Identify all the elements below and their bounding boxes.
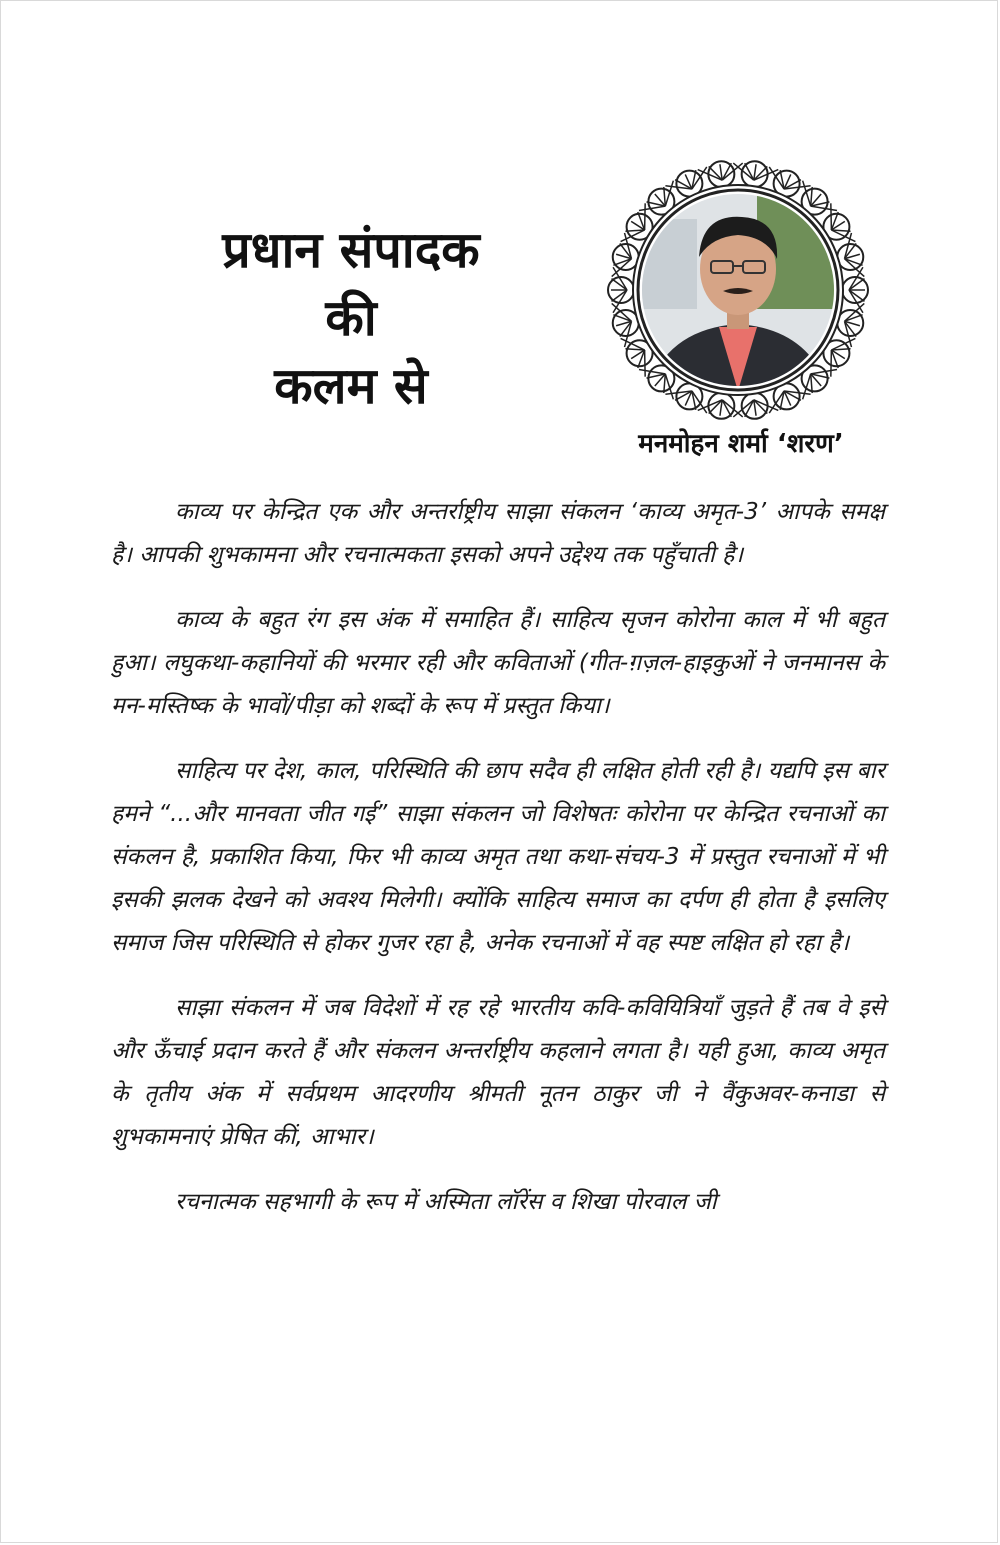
frame-petal-stroke (831, 350, 832, 377)
paragraph-4: साझा संकलन में जब विदेशों में रह रहे भारतीय कवि-कवियित्रियाँ जुड़ते हैं तब वे इसे और ऊँचाई प्रदान करते हैं और संकलन अन्तर्राष्ट्रीय कहलाने लगता है। यही हुआ, काव्य अमृत के तृतीय अंक में सर्वप्रथम आदरणीय श्रीमती नूतन ठाकुर जी ने वैंकुअवर-कनाडा से शुभकामनाएं प्रेषित कीं, आभार। (111, 995, 885, 1150)
author-portrait (607, 159, 869, 421)
body-text (111, 491, 885, 1246)
ornamental-frame-icon (607, 159, 869, 421)
frame-petal-stroke (831, 203, 832, 230)
paragraph-3: साहित्य पर देश, काल, परिस्थिति की छाप सदैव ही लक्षित होती रही है। यद्यपि इस बार हमने “...और मानवता जीत गई” साझा संकलन जो विशेषतः कोरोना पर केन्द्रित रचनाओं का संकलन है, प्रकाशित किया, फिर भी काव्य अमृत तथा कथा-संचय-3 में प्रस्तुत रचनाओं में भी इसकी झलक देखने को अवश्य मिलेगी। क्योंकि साहित्य समाज का दर्पण ही होता है इसलिए समाज जिस परिस्थिति से होकर गुजर रहा है, अनेक रचनाओं में वह स्पष्ट लक्षित हो रहा है। (111, 758, 885, 956)
title-line-3: कलम से (274, 357, 428, 415)
frame-petal-stroke (645, 350, 646, 377)
author-name: मनमोहन शर्मा ‘शरण’ (638, 429, 844, 459)
paragraph-2: काव्य के बहुत रंग इस अंक में समाहित हैं। साहित्य सृजन कोरोना काल में भी बहुत हुआ। लघुकथा-कहानियों की भरमार रही और कविताओं (गीत-ग़ज़ल-हाइकुओं ने जनमानस के मन-मस्तिष्क के भावों/पीड़ा को शब्दों के रूप में प्रस्तुत किया। (111, 607, 885, 719)
page-title (196, 216, 506, 420)
title-line-2: की (325, 289, 377, 347)
title-line-1: प्रधान संपादक (222, 221, 480, 279)
paragraph-5: रचनात्मक सहभागी के रूप में अस्मिता लॉरेंस व शिखा पोरवाल जी (175, 1189, 717, 1215)
paragraph-1: काव्य पर केन्द्रित एक और अन्तर्राष्ट्रीय साझा संकलन ‘काव्य अमृत-3’ आपके समक्ष है। आपकी शुभकामना और रचनात्मकता इसको अपने उद्देश्य तक पहुँचाती है। (111, 499, 885, 568)
frame-petal-stroke (645, 203, 646, 230)
